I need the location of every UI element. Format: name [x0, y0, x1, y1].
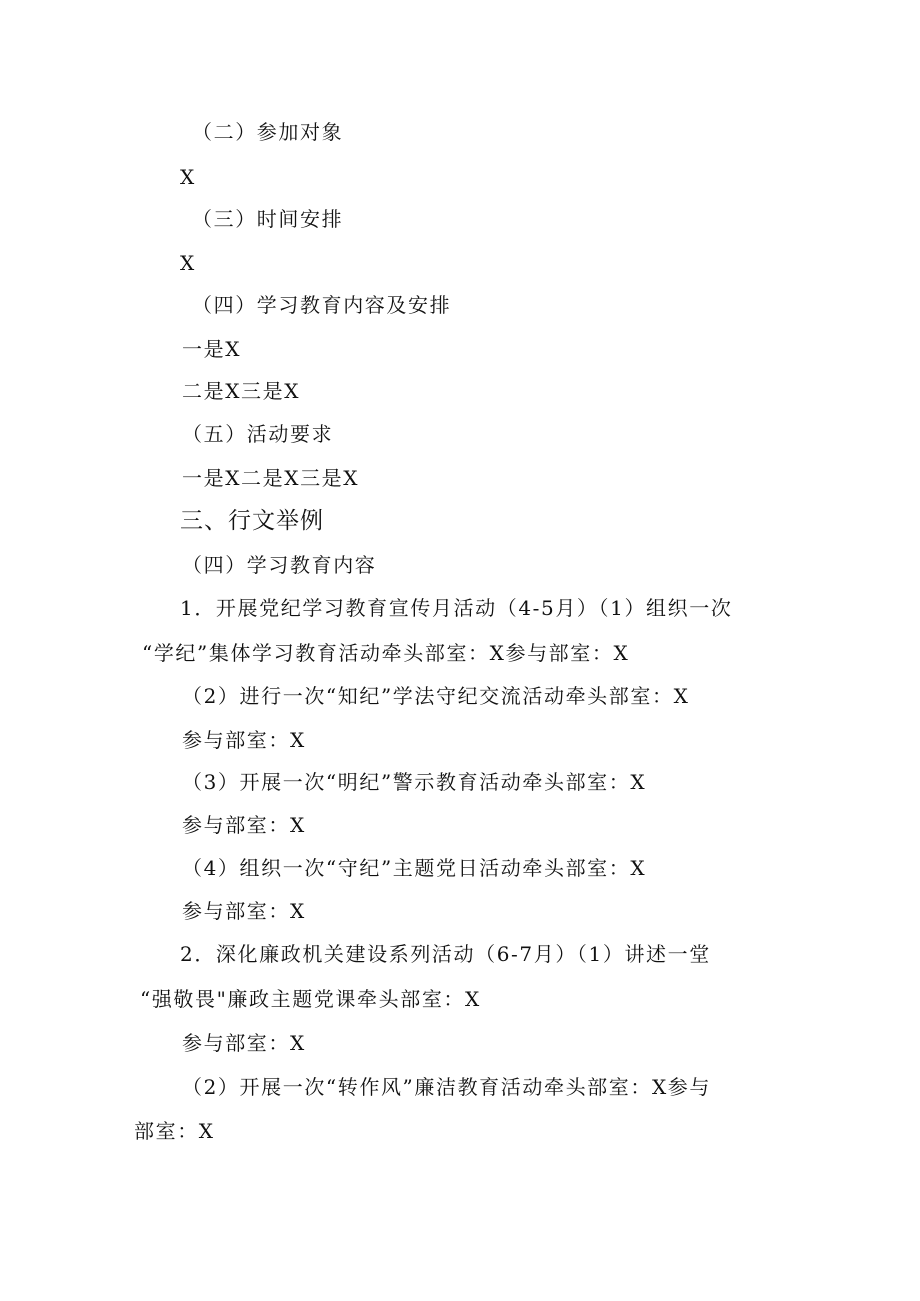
section-heading-requirements: （五）活动要求: [182, 422, 334, 446]
body-text: 二是X三是X: [182, 379, 301, 403]
body-text: 一是X: [182, 337, 242, 361]
body-text: “学纪”集体学习教育活动牵头部室：X参与部室：X: [142, 641, 630, 665]
body-text: 部室：X: [134, 1119, 215, 1143]
sub-item: （2）进行一次“知纪”学法守纪交流活动牵头部室：X: [182, 684, 690, 708]
body-text: X: [180, 251, 196, 275]
sub-item: （3）开展一次“明纪”警示教育活动牵头部室：X: [182, 770, 647, 794]
section-heading-content: （四）学习教育内容: [182, 553, 377, 577]
section-heading-participants: （二）参加对象: [192, 120, 344, 144]
body-text: X: [180, 165, 196, 189]
body-text: “强敬畏"廉政主题党课牵头部室：X: [140, 987, 481, 1011]
chapter-heading-examples: 三、行文举例: [180, 508, 324, 534]
body-text: 参与部室：X: [182, 728, 306, 752]
body-text: 参与部室：X: [182, 813, 306, 837]
body-text: 参与部室：X: [182, 1031, 306, 1055]
list-item-2: 2．深化廉政机关建设系列活动（6-7月）（1）讲述一堂: [180, 942, 711, 966]
sub-item: （4）组织一次“守纪”主题党日活动牵头部室：X: [182, 856, 647, 880]
body-text: 一是X二是X三是X: [182, 466, 360, 490]
list-item-1: 1．开展党纪学习教育宣传月活动（4-5月）（1）组织一次: [180, 596, 733, 620]
sub-item: （2）开展一次“转作风”廉洁教育活动牵头部室：X参与: [182, 1075, 712, 1099]
body-text: 参与部室：X: [182, 899, 306, 923]
section-heading-content-arrangement: （四）学习教育内容及安排: [192, 293, 452, 317]
section-heading-schedule: （三）时间安排: [192, 207, 344, 231]
